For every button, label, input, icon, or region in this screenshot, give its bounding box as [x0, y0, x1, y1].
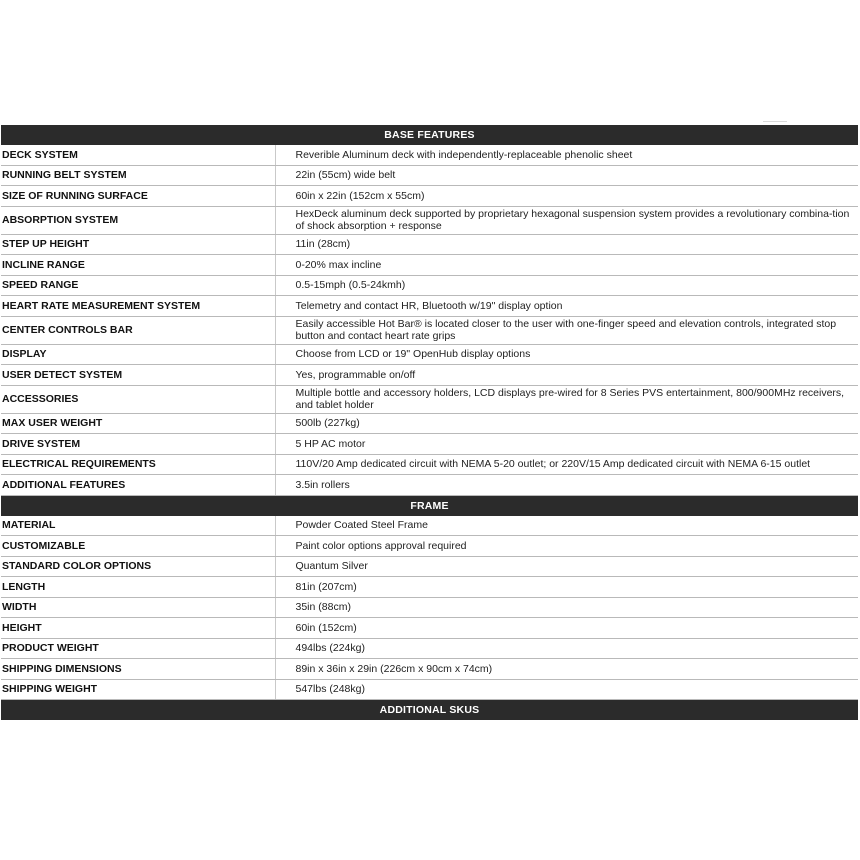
spec-value: Telemetry and contact HR, Bluetooth w/19" display option [275, 296, 858, 317]
spec-value: Paint color options approval required [275, 536, 858, 557]
spec-table [1, 125, 858, 720]
spec-value: 494lbs (224kg) [275, 638, 858, 659]
table-row [1, 638, 858, 659]
table-row [1, 255, 858, 276]
spec-value: Choose from LCD or 19" OpenHub display options [275, 344, 858, 365]
section-header [1, 125, 858, 145]
spec-label: STANDARD COLOR OPTIONS [1, 556, 275, 577]
table-row [1, 413, 858, 434]
spec-label: CENTER CONTROLS BAR [1, 316, 275, 344]
spec-value: 60in x 22in (152cm x 55cm) [275, 186, 858, 207]
table-row [1, 234, 858, 255]
spec-label: SPEED RANGE [1, 275, 275, 296]
spec-label: WIDTH [1, 597, 275, 618]
table-row [1, 165, 858, 186]
section-title: FRAME [1, 495, 858, 516]
spec-value: 547lbs (248kg) [275, 679, 858, 700]
table-row [1, 186, 858, 207]
spec-value: 35in (88cm) [275, 597, 858, 618]
spec-label: MATERIAL [1, 516, 275, 536]
spec-label: LENGTH [1, 577, 275, 598]
spec-label: DECK SYSTEM [1, 145, 275, 165]
table-row [1, 659, 858, 680]
spec-value: 60in (152cm) [275, 618, 858, 639]
spec-label: ELECTRICAL REQUIREMENTS [1, 454, 275, 475]
table-row [1, 206, 858, 234]
spec-label: ADDITIONAL FEATURES [1, 475, 275, 496]
spec-label: INCLINE RANGE [1, 255, 275, 276]
spec-value: 5 HP AC motor [275, 434, 858, 455]
spec-label: DRIVE SYSTEM [1, 434, 275, 455]
spec-label: HEIGHT [1, 618, 275, 639]
spec-value: Reverible Aluminum deck with independently-replaceable phenolic sheet [275, 145, 858, 165]
table-row [1, 536, 858, 557]
spec-value: 89in x 36in x 29in (226cm x 90cm x 74cm) [275, 659, 858, 680]
spec-label: PRODUCT WEIGHT [1, 638, 275, 659]
table-row [1, 516, 858, 536]
spec-label: ABSORPTION SYSTEM [1, 206, 275, 234]
spec-value: 110V/20 Amp dedicated circuit with NEMA 5-20 outlet; or 220V/15 Amp dedicated circuit with NEMA 6-15 outlet [275, 454, 858, 475]
spec-table-body [1, 125, 858, 720]
spec-label: DISPLAY [1, 344, 275, 365]
spec-label: STEP UP HEIGHT [1, 234, 275, 255]
table-row [1, 577, 858, 598]
spec-value: 0-20% max incline [275, 255, 858, 276]
spec-value: 0.5-15mph (0.5-24kmh) [275, 275, 858, 296]
spec-value: 11in (28cm) [275, 234, 858, 255]
spec-value: 22in (55cm) wide belt [275, 165, 858, 186]
table-row [1, 618, 858, 639]
spec-label: SHIPPING WEIGHT [1, 679, 275, 700]
table-row [1, 454, 858, 475]
table-row [1, 145, 858, 165]
spec-value: Yes, programmable on/off [275, 365, 858, 386]
spec-label: USER DETECT SYSTEM [1, 365, 275, 386]
spec-label: SIZE OF RUNNING SURFACE [1, 186, 275, 207]
spec-label: HEART RATE MEASUREMENT SYSTEM [1, 296, 275, 317]
table-row [1, 344, 858, 365]
spec-value: Multiple bottle and accessory holders, LCD displays pre-wired for 8 Series PVS entertainment, 800/900MHz receivers, and tablet holder [275, 385, 858, 413]
section-header [1, 495, 858, 516]
spec-value: Powder Coated Steel Frame [275, 516, 858, 536]
spec-label: RUNNING BELT SYSTEM [1, 165, 275, 186]
section-title: ADDITIONAL SKUS [1, 700, 858, 721]
spec-value: 500lb (227kg) [275, 413, 858, 434]
table-row [1, 316, 858, 344]
table-row [1, 597, 858, 618]
spec-value: 81in (207cm) [275, 577, 858, 598]
divider-line [763, 121, 787, 122]
section-title: BASE FEATURES [1, 125, 858, 145]
table-row [1, 275, 858, 296]
table-row [1, 556, 858, 577]
spec-label: MAX USER WEIGHT [1, 413, 275, 434]
table-row [1, 679, 858, 700]
spec-value: Easily accessible Hot Bar® is located closer to the user with one-finger speed and elevation controls, integrated stop button and contact heart rate grips [275, 316, 858, 344]
spec-value: Quantum Silver [275, 556, 858, 577]
section-header [1, 700, 858, 721]
spec-label: CUSTOMIZABLE [1, 536, 275, 557]
table-row [1, 475, 858, 496]
spec-value: HexDeck aluminum deck supported by proprietary hexagonal suspension system provides a revolutionary combina-tion of shock absorption + response [275, 206, 858, 234]
table-row [1, 296, 858, 317]
spec-value: 3.5in rollers [275, 475, 858, 496]
table-row [1, 385, 858, 413]
spec-label: ACCESSORIES [1, 385, 275, 413]
table-row [1, 434, 858, 455]
spec-label: SHIPPING DIMENSIONS [1, 659, 275, 680]
table-row [1, 365, 858, 386]
